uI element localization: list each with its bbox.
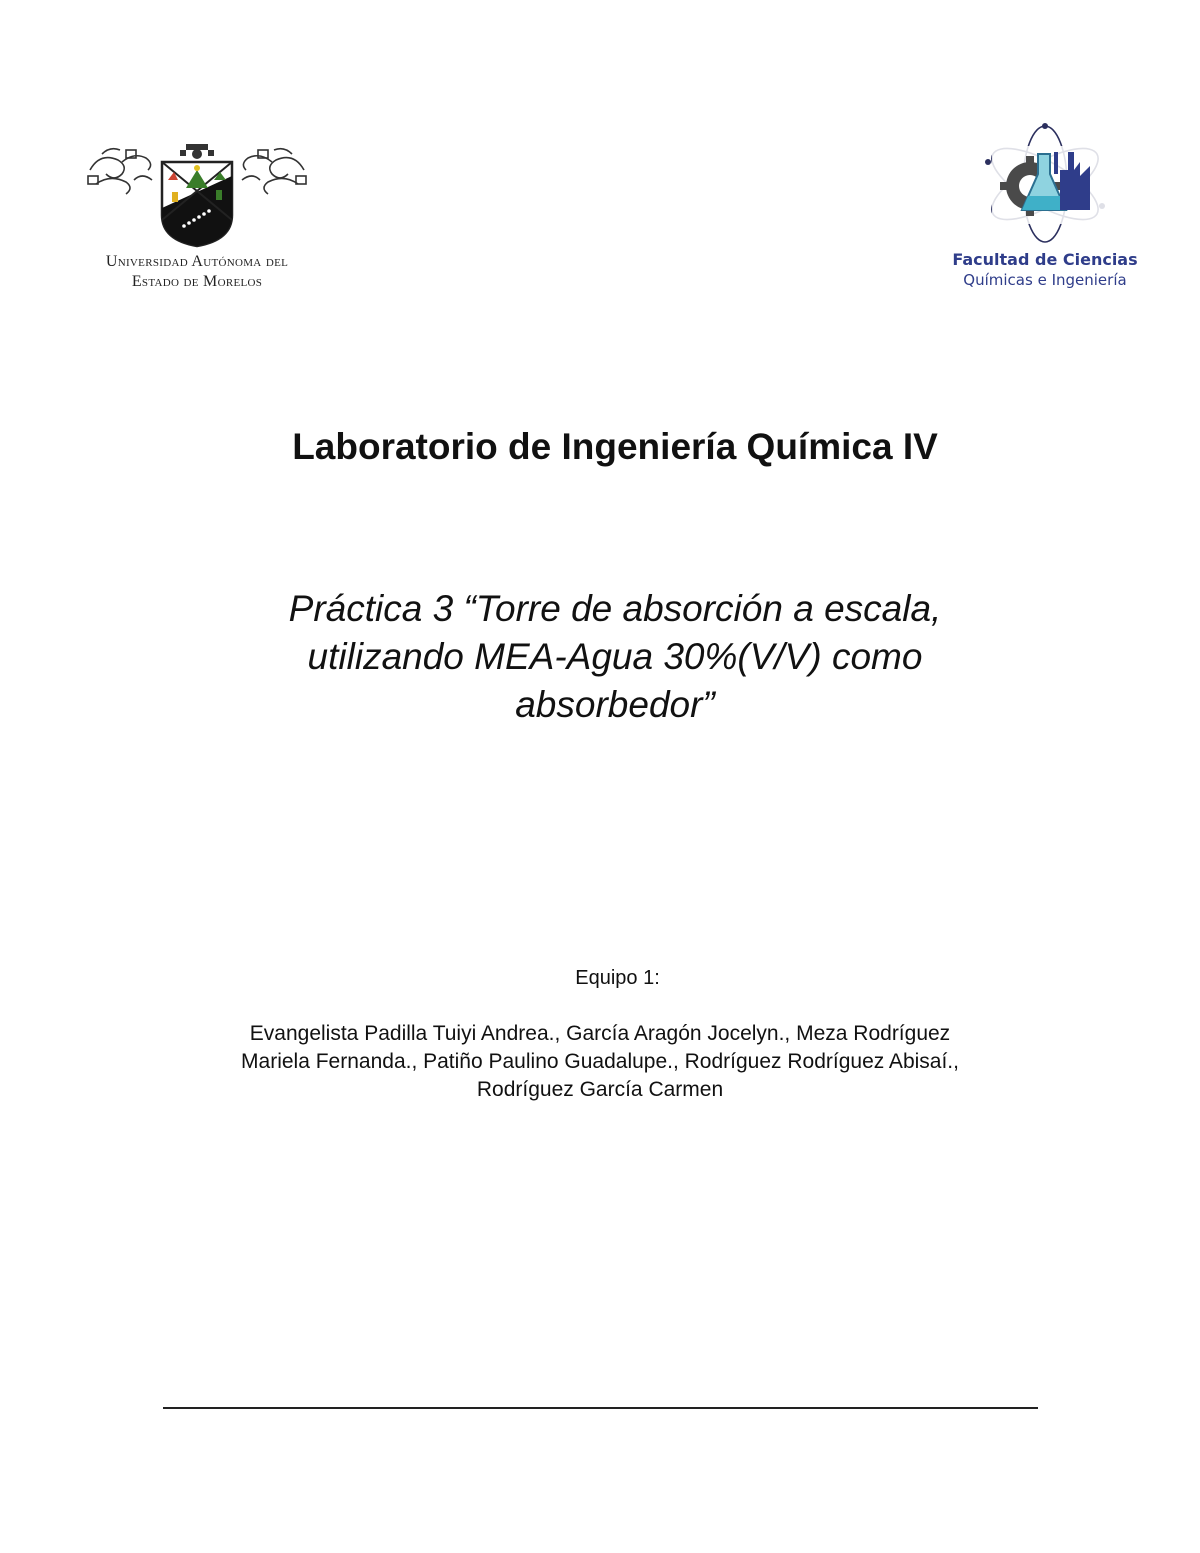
- uaem-name-line1: Universidad Autónoma del: [105, 253, 289, 270]
- subtitle-line: absorbedor”: [515, 684, 715, 725]
- fcqi-name: [950, 250, 1140, 290]
- members-line: Rodríguez García Carmen: [476, 1078, 724, 1101]
- subtitle-line: Práctica 3 “Torre de absorción a escala,: [288, 588, 942, 629]
- practice-subtitle: [150, 585, 1080, 729]
- document-title: Laboratorio de Ingeniería Química IV: [292, 426, 938, 467]
- team-members: [150, 1020, 1050, 1104]
- uaem-name-line2: Estado de Morelos: [131, 273, 263, 290]
- members-line: Mariela Fernanda., Patiño Paulino Guadalupe., Rodríguez Rodríguez Abisaí.,: [241, 1050, 959, 1073]
- fcqi-name-line1: Facultad de Ciencias: [952, 250, 1138, 269]
- uaem-coat-of-arms-icon: [82, 140, 312, 250]
- fcqi-name-line2: Químicas e Ingeniería: [963, 271, 1127, 289]
- team-label: Equipo 1:: [575, 967, 660, 989]
- footer-divider: [163, 1407, 1038, 1409]
- fcqi-atom-flask-logo-icon: [950, 122, 1140, 247]
- subtitle-line: utilizando MEA-Agua 30%(V/V) como: [307, 636, 923, 677]
- fcqi-logo: [950, 122, 1140, 302]
- uaem-logo: [82, 140, 312, 290]
- uaem-name: [82, 252, 312, 292]
- members-line: Evangelista Padilla Tuiyi Andrea., García Aragón Jocelyn., Meza Rodríguez: [249, 1022, 951, 1045]
